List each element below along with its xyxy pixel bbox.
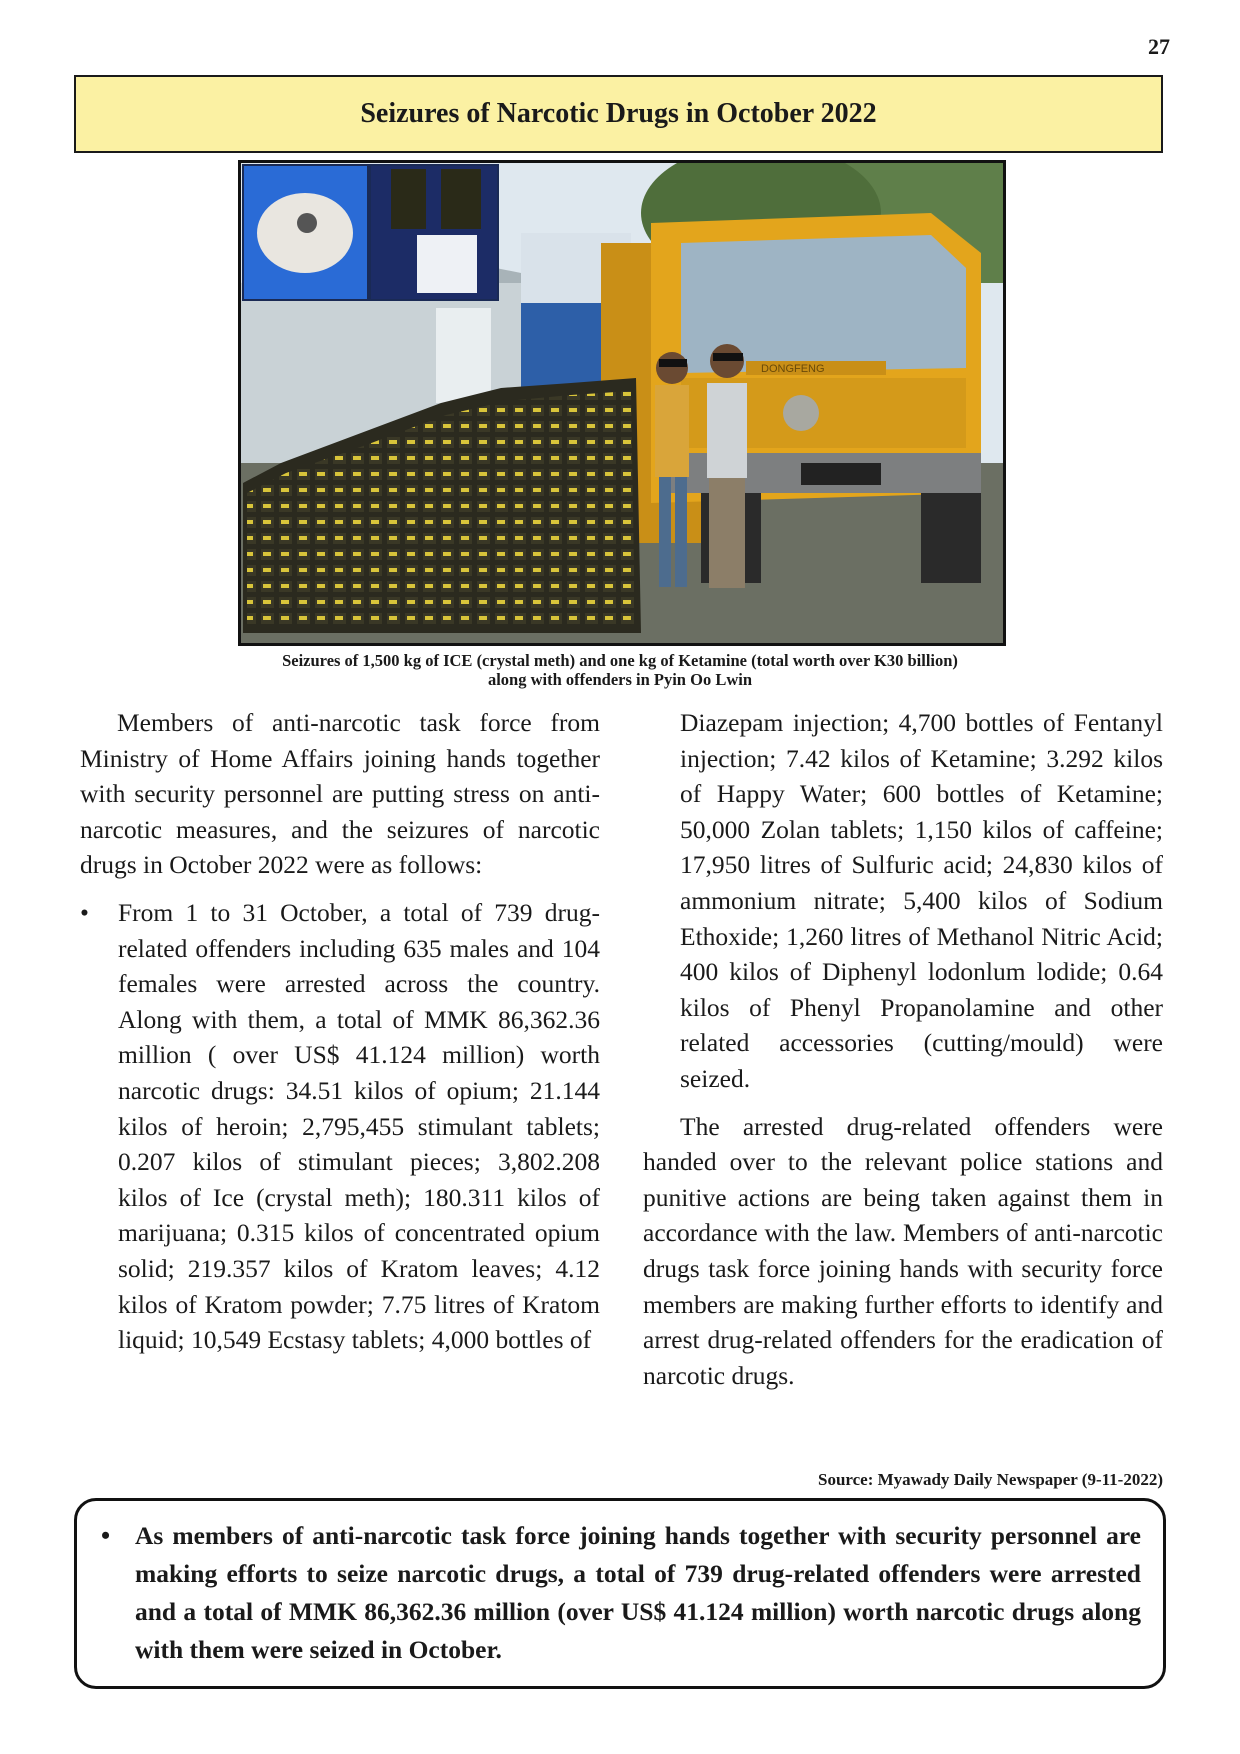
photo-caption-line-2: along with offenders in Pyin Oo Lwin (487, 670, 753, 689)
intro-paragraph: Members of anti-narcotic task force from Ministry of Home Affairs joining hands together with security personnel are putting stress on anti-narcotic measures, and the seizures of narcotic drugs in October 2022 were as follows: (80, 708, 600, 880)
seizure-details-part-1: From 1 to 31 October, a total of 739 drug-related offenders including 635 males and 104 females were arrested across the country. Along with them, a total of MMK 86,362.36 million ( over US$ 41.124 million) worth narcotic drugs: 34.51 kilos of opium; 21.144 kilos of heroin; 2,795,455 stimulant tablets; 0.207 kilos of stimulant pieces; 3,802.208 kilos of Ice (crystal meth); 180.311 kilos of marijuana; 0.315 kilos of concentrated opium solid; 219.357 kilos of Kratom leaves; 4.12 kilos of Kratom powder; 7.75 litres of Kratom liquid; 10,549 Ecstasy tablets; 4,000 bottles of (118, 897, 600, 1355)
summary-bullet (95, 1517, 1141, 1669)
page-number: 27 (1148, 34, 1170, 59)
closing-paragraph: The arrested drug-related offenders were handed over to the relevant police stations and punitive actions are being taken against them in accordance with the law. Members of anti-narcotic drugs task force joining hands with security force members are making further efforts to identify and arrest drug-related offenders for the eradication of narcotic drugs. (643, 1111, 1163, 1390)
summary-box (74, 1498, 1166, 1689)
svg-text:DONGFENG: DONGFENG (761, 363, 825, 375)
seizure-photo (238, 160, 1006, 646)
page-title (74, 75, 1163, 153)
source-citation: Source: Myawady Daily Newspaper (9-11-2022) (817, 1470, 1163, 1489)
summary-bullet-marker: • (101, 1521, 111, 1550)
right-column (643, 705, 1163, 1393)
photo-caption (170, 651, 1070, 689)
left-column (80, 705, 600, 1358)
photo-caption-line-1: Seizures of 1,500 kg of ICE (crystal meth) and one kg of Ketamine (total worth over K30 billion) (282, 651, 958, 670)
summary-text: As members of anti-narcotic task force joining hands together with security personnel are making efforts to seize narcotic drugs, a total of 739 drug-related offenders were arrested and a total of MMK 86,362.36 million (over US$ 41.124 million) worth narcotic drugs along with them were seized in October. (135, 1521, 1141, 1664)
seizure-details-bullet (80, 895, 600, 1358)
seizure-photo-illustration (241, 163, 1003, 643)
photo-insets (243, 165, 498, 300)
page-title-text: Seizures of Narcotic Drugs in October 2022 (360, 98, 877, 129)
seizure-details-part-2: Diazepam injection; 4,700 bottles of Fentanyl injection; 7.42 kilos of Ketamine; 3.292 kilos of Happy Water; 600 bottles of Ketamine; 50,000 Zolan tablets; 1,150 kilos of caffeine; 17,950 litres of Sulfuric acid; 24,830 kilos of ammonium nitrate; 5,400 kilos of Sodium Ethoxide; 1,260 litres of Methanol Nitric Acid; 400 kilos of Diphenyl lodonlum lodide; 0.64 kilos of Phenyl Propanolamine and other related accessories (cutting/mould) were seized. (680, 708, 1163, 1093)
photo-window (436, 308, 491, 403)
bullet-marker: • (80, 897, 89, 927)
